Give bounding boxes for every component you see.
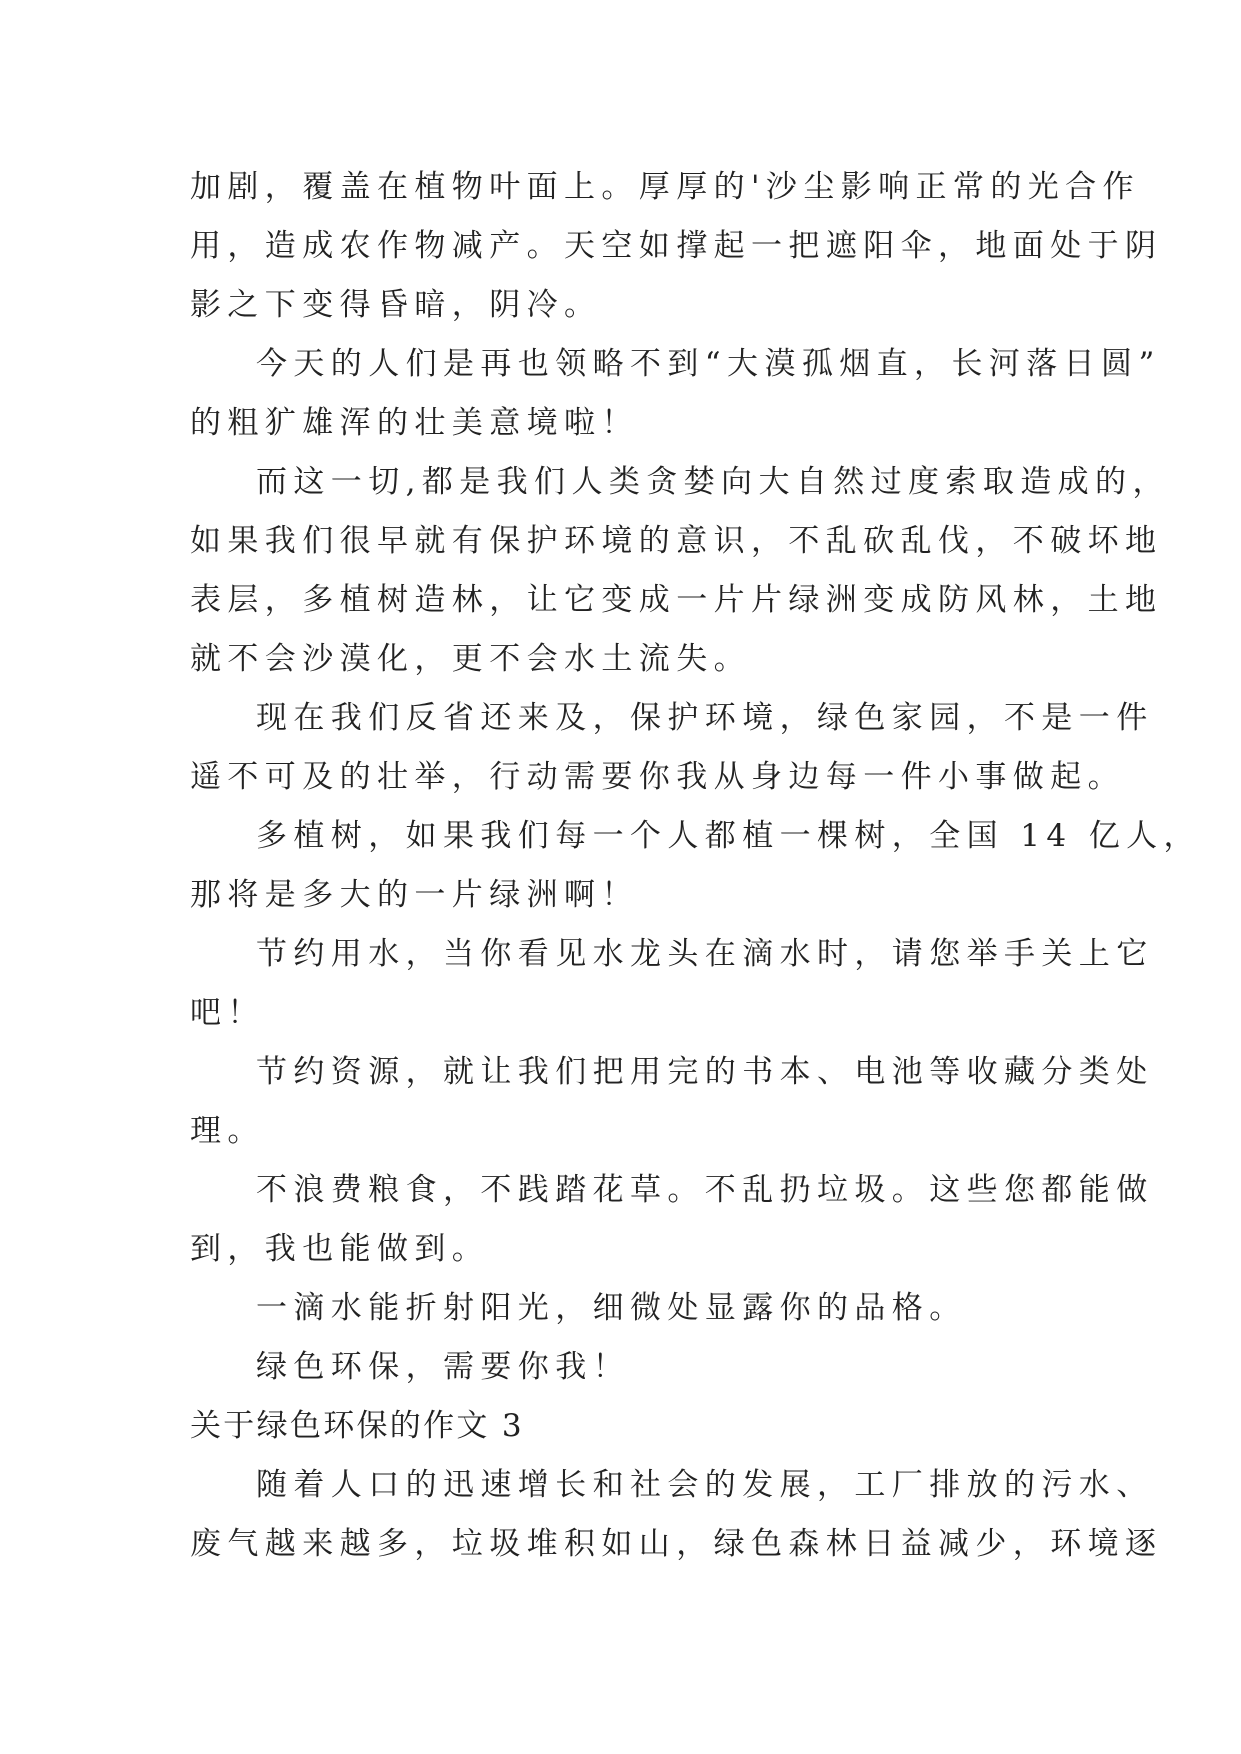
paragraph-line: 随着人口的迅速增长和社会的发展，工厂排放的污水、 [256, 1467, 1154, 1503]
paragraph-line: 节约资源，就让我们把用完的书本、电池等收藏分类处 [256, 1054, 1154, 1090]
paragraph-line: 今天的人们是再也领略不到“大漠孤烟直，长河落日圆” [256, 346, 1161, 382]
paragraph-line: 那将是多大的一片绿洲啊！ [190, 877, 639, 913]
paragraph-line: 废气越来越多，垃圾堆积如山，绿色森林日益减少，环境逐 [190, 1526, 1163, 1562]
paragraph-line: 就不会沙漠化，更不会水土流失。 [190, 641, 751, 677]
paragraph-line: 到，我也能做到。 [190, 1231, 490, 1267]
paragraph-line: 节约用水，当你看见水龙头在滴水时，请您举手关上它 [256, 936, 1154, 972]
paragraph-line: 现在我们反省还来及，保护环境，绿色家园，不是一件 [256, 700, 1154, 736]
paragraph-line: 如果我们很早就有保护环境的意识，不乱砍乱伐，不破坏地 [190, 523, 1163, 559]
paragraph-line: 理。 [190, 1113, 265, 1149]
paragraph-line: 绿色环保，需要你我！ [256, 1349, 630, 1385]
paragraph-line: 加剧，覆盖在植物叶面上。厚厚的'沙尘影响正常的光合作 [190, 169, 1140, 205]
paragraph-line: 的粗犷雄浑的壮美意境啦！ [190, 405, 639, 441]
paragraph-line: 遥不可及的壮举，行动需要你我从身边每一件小事做起。 [190, 759, 1125, 795]
paragraph-line: 一滴水能折射阳光，细微处显露你的品格。 [256, 1290, 967, 1326]
document-body [190, 158, 1201, 1574]
paragraph-line: 不浪费粮食，不践踏花草。不乱扔垃圾。这些您都能做 [256, 1172, 1154, 1208]
paragraph-line: 影之下变得昏暗，阴冷。 [190, 287, 602, 323]
paragraph-line: 用，造成农作物减产。天空如撑起一把遮阳伞，地面处于阴 [190, 228, 1163, 264]
paragraph-line: 多植树，如果我们每一个人都植一棵树，全国 14 亿人， [256, 818, 1201, 854]
section-heading: 关于绿色环保的作文 3 [190, 1408, 524, 1444]
paragraph-line: 而这一切,都是我们人类贪婪向大自然过度索取造成的， [256, 464, 1170, 500]
paragraph-line: 吧！ [190, 995, 265, 1031]
paragraph-line: 表层，多植树造林，让它变成一片片绿洲变成防风林，土地 [190, 582, 1163, 618]
